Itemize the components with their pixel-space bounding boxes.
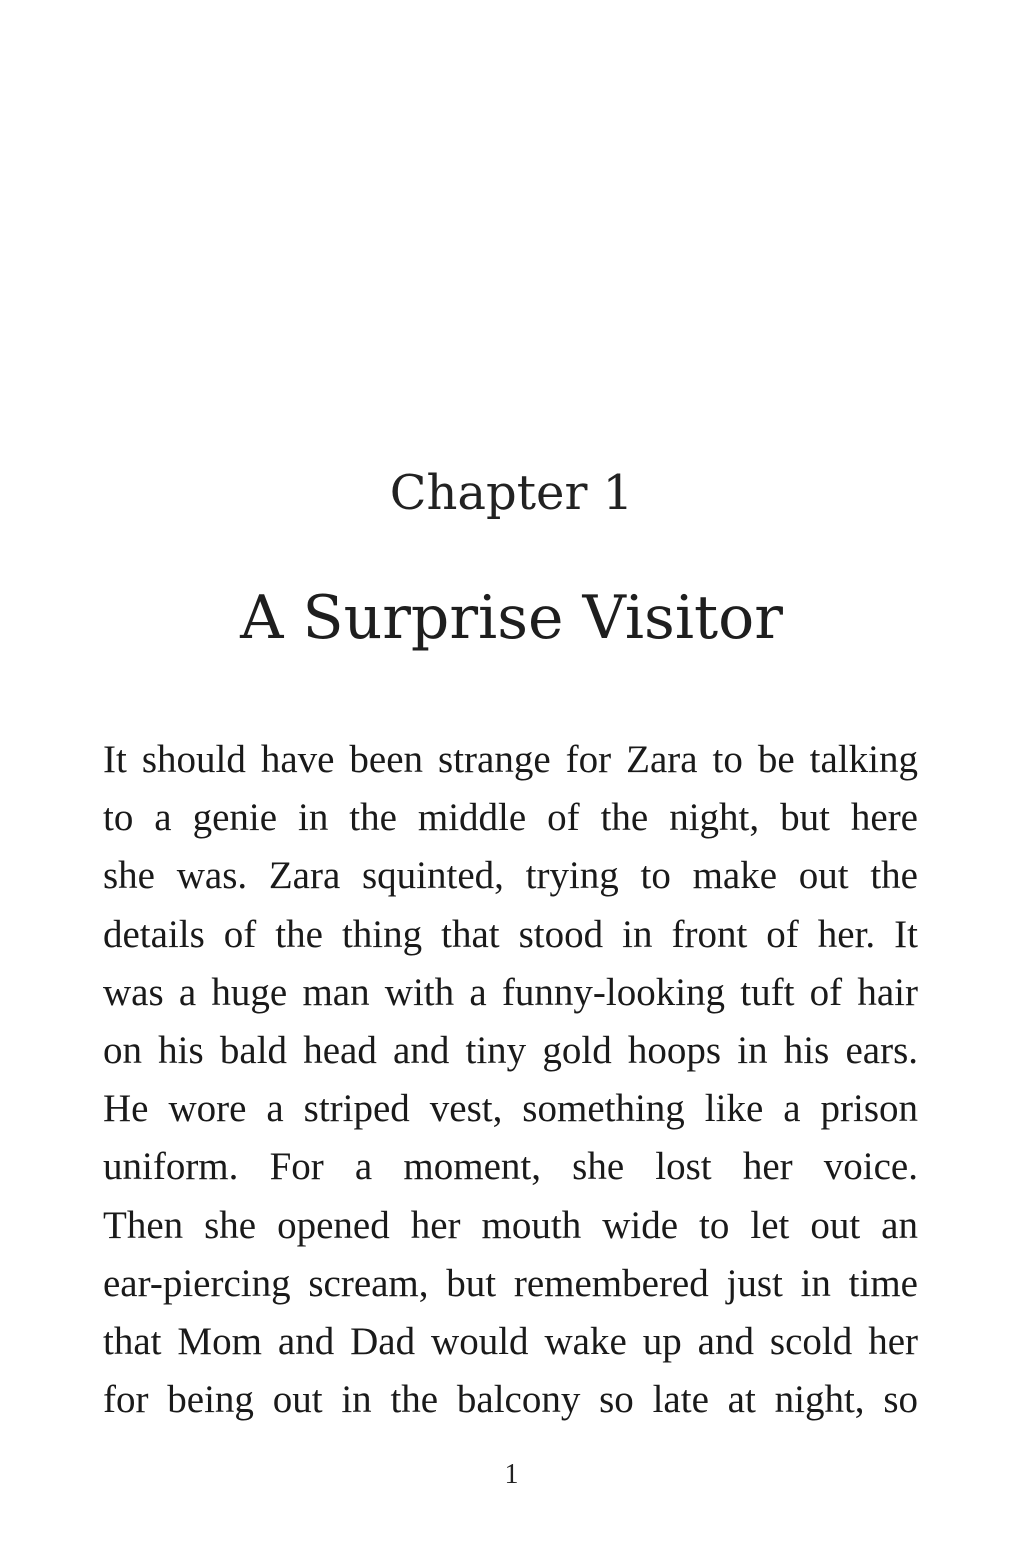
text-line: she was. Zara squinted, trying to make out the	[103, 854, 918, 898]
text-line: was a huge man with a funny-looking tuft of hair	[103, 970, 918, 1014]
text-line: for being out in the balcony so late at night, so	[103, 1378, 918, 1422]
text-line: details of the thing that stood in front of her. It	[103, 912, 918, 956]
text-line: that Mom and Dad would wake up and scold her	[103, 1319, 918, 1363]
text-line: on his bald head and tiny gold hoops in his ears.	[103, 1028, 918, 1072]
text-line: Then she opened her mouth wide to let out an	[103, 1203, 918, 1247]
body-paragraph	[103, 731, 918, 1429]
page-number: 1	[504, 1459, 519, 1490]
text-line: ear-piercing scream, but remembered just in time	[103, 1261, 918, 1305]
chapter-title: A Surprise Visitor	[240, 583, 783, 653]
text-line: He wore a striped vest, something like a prison	[103, 1087, 918, 1131]
text-line: to a genie in the middle of the night, but here	[103, 796, 918, 840]
chapter-number: Chapter 1	[389, 465, 634, 521]
text-line: uniform. For a moment, she lost her voice.	[103, 1145, 918, 1189]
text-line: It should have been strange for Zara to be talking	[103, 738, 918, 781]
